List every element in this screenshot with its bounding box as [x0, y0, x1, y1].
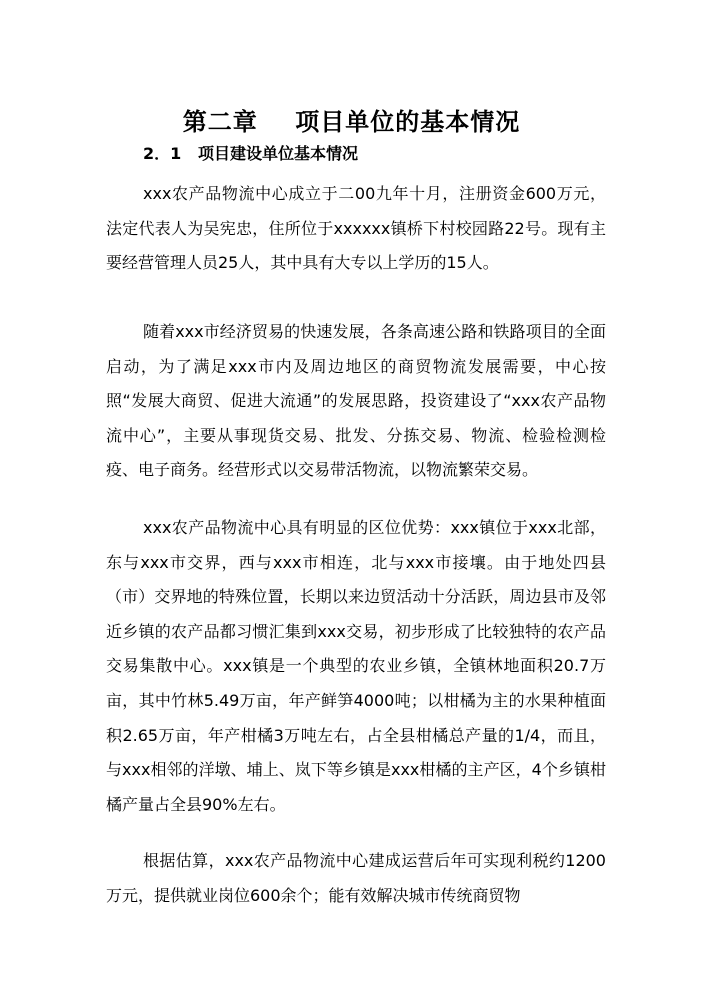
paragraph-location-advantage: xxx农产品物流中心具有明显的区位优势：xxx镇位于xxx北部，东与xxx市交界，西与xxx市相连，北与xxx市接壤。由于地处四县（市）交界地的特殊位置，长期以来边贸活动十分活跃，周边县市及邻近乡镇的农产品都习惯汇集到xxx交易，初步形成了比较独特的农产品交易集散中心。xxx镇是一个典型的农业乡镇，全镇林地面积20.7万亩，其中竹林5.49万亩，年产鲜笋4000吨；以柑橘为主的水果种植面积2.65万亩，年产柑橘3万吨左右，占全县柑橘总产量的1/4，而且，与xxx相邻的洋墩、埔上、岚下等乡镇是xxx柑橘的主产区，4个乡镇柑橘产量占全县90%左右。: [106, 518, 606, 814]
paragraph-company-profile: xxx农产品物流中心成立于二00九年十月，注册资金600万元，法定代表人为吴宪忠，住所位于xxxxxx镇桥下村校园路22号。现有主要经营管理人员25人，其中具有大专以上学历的15人。: [106, 184, 606, 273]
paragraph-development-background: 随着xxx市经济贸易的快速发展，各条高速公路和铁路项目的全面启动，为了满足xxx市内及周边地区的商贸物流发展需要，中心按照“发展大商贸、促进大流通”的发展思路，投资建设了“xxx农产品物流中心”，主要从事现货交易、批发、分拣交易、物流、检验检测检疫、电子商务。经营形式以交易带活物流，以物流繁荣交易。: [106, 322, 606, 480]
paragraph-economic-benefits: 根据估算，xxx农产品物流中心建成运营后年可实现利税约1200万元，提供就业岗位600余个；能有效解决城市传统商贸物: [106, 851, 606, 905]
chapter-title: 第二章 项目单位的基本情况: [182, 108, 521, 136]
section-heading: 2．1 项目建设单位基本情况: [143, 144, 358, 163]
